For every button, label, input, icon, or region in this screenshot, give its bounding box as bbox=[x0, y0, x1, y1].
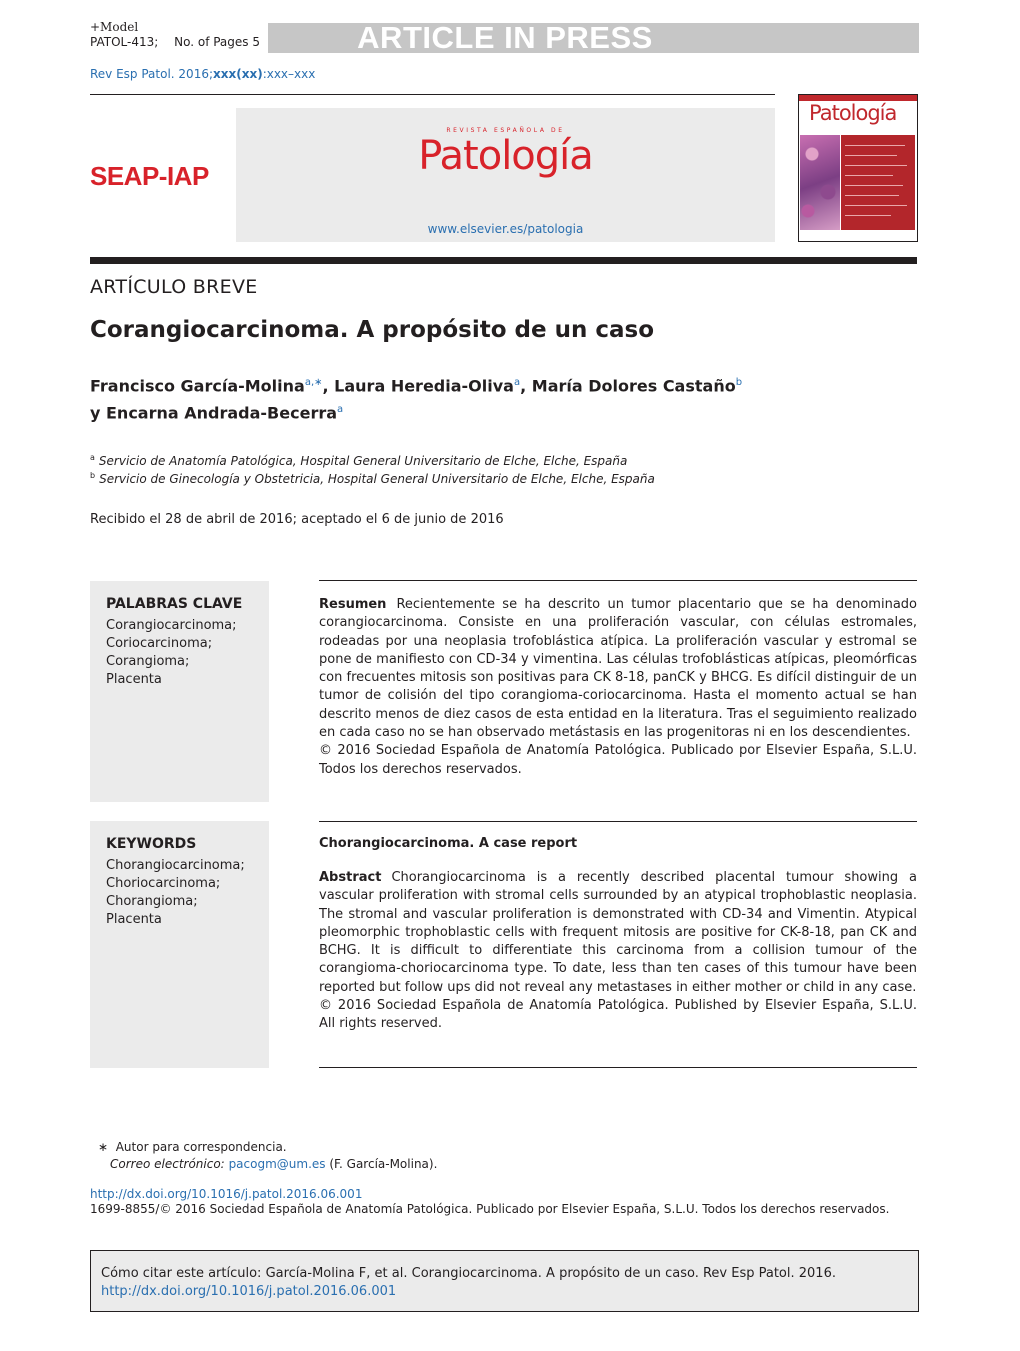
journal-small-title: REVISTA ESPAÑOLA DE bbox=[446, 127, 565, 134]
cover-text-line bbox=[845, 155, 897, 156]
abstract-copyright: © 2016 Sociedad Española de Anatomía Patológica. Published by Elsevier España, S.L.U. All rights reserved. bbox=[319, 998, 917, 1032]
cover-text-line bbox=[845, 205, 907, 206]
affiliation-text: Servicio de Ginecología y Obstetricia, Hospital General Universitario de Elche, Elche, España bbox=[99, 472, 655, 486]
keyword-item: Choriocarcinoma; bbox=[106, 876, 221, 891]
cover-text-line bbox=[845, 195, 899, 196]
affiliation-a bbox=[90, 453, 627, 468]
journal-cite-suffix: :xxx–xxx bbox=[262, 67, 316, 81]
keyword-item: Placenta bbox=[106, 672, 162, 687]
model-label: +Model bbox=[90, 20, 139, 34]
society-logo: SEAP-IAP bbox=[90, 161, 209, 191]
author-separator: , bbox=[322, 376, 335, 396]
footnote-mark: ∗ bbox=[98, 1140, 109, 1154]
abstract-text: Recientemente se ha descrito un tumor placentario que se ha denominado corangiocarcinoma. Consiste en una proliferación vascular, con células estromales, rodeadas por una neoplasia trofoblástica atípica. La proliferación vascular y estromal se pone de manifiesto con CD-34 y vimentina. Las células trofoblásticas atípicas, pleomórficas con frecuentes mitosis son positivas para CK 8-18, panCK y BHCG. Es difícil distinguir de un tumor de colisión del tipo corangioma-coriocarcinoma. Hasta el momento actual se han descrito menos de diez casos de esta entidad en la literatura. Tras el seguimiento realizado en cada caso no se han observado metástasis en las progenitoras ni en los descendientes. bbox=[319, 597, 917, 741]
received-dates: Recibido el 28 de abril de 2016; aceptado el 6 de junio de 2016 bbox=[90, 512, 504, 527]
keywords-heading: KEYWORDS bbox=[106, 836, 197, 852]
affiliation-b bbox=[90, 471, 655, 486]
article-type: ARTÍCULO BREVE bbox=[90, 276, 258, 298]
author-name: Francisco García-Molina bbox=[90, 376, 305, 396]
author-separator: , bbox=[520, 376, 532, 396]
keyword-item: Coriocarcinoma; bbox=[106, 636, 213, 651]
cover-text-line bbox=[845, 175, 893, 176]
journal-cover-image bbox=[798, 94, 918, 242]
cover-text-line bbox=[845, 215, 891, 216]
journal-cite-prefix: Rev Esp Patol. 2016; bbox=[90, 67, 214, 81]
corresponding-author-note bbox=[98, 1140, 287, 1154]
author-name: Laura Heredia-Oliva bbox=[334, 376, 514, 396]
abstract-copyright: © 2016 Sociedad Española de Anatomía Patológica. Publicado por Elsevier España, S.L.U. Todos los derechos reservados. bbox=[319, 743, 917, 777]
english-title: Chorangiocarcinoma. A case report bbox=[319, 836, 578, 851]
journal-url-link[interactable]: www.elsevier.es/patologia bbox=[427, 222, 584, 236]
abstract-label: Resumen bbox=[319, 597, 387, 612]
author-affiliation-mark[interactable]: a bbox=[513, 377, 521, 388]
email-owner: (F. García-Molina). bbox=[329, 1157, 438, 1171]
cover-text-line bbox=[845, 145, 905, 146]
spanish-keywords-box bbox=[90, 581, 269, 802]
page-count: No. of Pages 5 bbox=[174, 35, 260, 49]
affiliation-text: Servicio de Anatomía Patológica, Hospital General Universitario de Elche, Elche, España bbox=[98, 454, 628, 468]
author-list bbox=[90, 371, 850, 426]
abstract-label: Abstract bbox=[319, 870, 382, 885]
english-keywords-box bbox=[90, 821, 269, 1068]
masthead-rule bbox=[90, 94, 775, 95]
cover-text-line bbox=[845, 185, 903, 186]
how-to-cite-doi-link[interactable]: http://dx.doi.org/10.1016/j.patol.2016.06.001 bbox=[101, 1284, 397, 1299]
article-code-line bbox=[90, 35, 272, 50]
email-link[interactable]: pacogm@um.es bbox=[228, 1157, 326, 1171]
affiliation-mark: b bbox=[90, 471, 96, 480]
author-affiliation-mark[interactable]: b bbox=[735, 377, 743, 388]
how-to-cite-text: Cómo citar este artículo: García-Molina F, et al. Corangiocarcinoma. A propósito de un caso. Rev Esp Patol. 2016. bbox=[101, 1266, 836, 1281]
spanish-abstract bbox=[319, 596, 917, 779]
author-name: María Dolores Castaño bbox=[531, 376, 736, 396]
issn-copyright: 1699-8855/© 2016 Sociedad Española de Anatomía Patológica. Publicado por Elsevier España, S.L.U. Todos los derechos reservados. bbox=[90, 1202, 890, 1216]
author-name: y Encarna Andrada-Becerra bbox=[90, 403, 338, 423]
email-label: Correo electrónico: bbox=[110, 1157, 225, 1171]
keywords-heading: PALABRAS CLAVE bbox=[106, 596, 243, 612]
keyword-item: Chorangiocarcinoma; bbox=[106, 858, 245, 873]
keyword-item: Chorangioma; bbox=[106, 894, 198, 909]
keyword-item: Corangioma; bbox=[106, 654, 190, 669]
article-in-press-text: ARTICLE IN PRESS bbox=[357, 20, 653, 55]
cover-text-line bbox=[845, 165, 907, 166]
keyword-item: Placenta bbox=[106, 912, 162, 927]
how-to-cite-box bbox=[90, 1250, 919, 1312]
journal-logo-title: Patología bbox=[418, 133, 593, 179]
article-title: Corangiocarcinoma. A propósito de un caso bbox=[90, 317, 655, 343]
email-note bbox=[110, 1157, 437, 1171]
reference-code: PATOL-413; bbox=[90, 35, 159, 49]
english-abstract bbox=[319, 869, 917, 1034]
corresponding-text: Autor para correspondencia. bbox=[115, 1140, 287, 1154]
abstract-rule bbox=[319, 580, 917, 581]
cover-title: Patología bbox=[809, 101, 897, 125]
doi-link[interactable]: http://dx.doi.org/10.1016/j.patol.2016.06.001 bbox=[90, 1187, 363, 1201]
journal-cite-volume: xxx(xx) bbox=[213, 67, 263, 81]
abstract-rule bbox=[319, 821, 917, 822]
abstract-text: Chorangiocarcinoma is a recently described placental tumour showing a vascular proliferation with stromal cells surrounded by an atypical trophoblastic neoplasia. The stromal and vascular proliferation is demonstrated with CD-34 and Vimentin. Atypical pleomorphic trophoblastic cells with frequent mitosis are positive for CK-8-18, pan CK and BCHG. It is difficult to differentiate this carcinoma from a collision tumour of the corangioma-choriocarcinoma type. To date, less than ten cases of this tumour have been reported but follow ups did not reveal any metastases in either mother or child in any case. bbox=[319, 870, 917, 995]
cover-histology-image bbox=[800, 135, 840, 230]
keyword-item: Corangiocarcinoma; bbox=[106, 618, 237, 633]
author-affiliation-mark[interactable]: a bbox=[337, 404, 344, 416]
how-to-cite-content bbox=[101, 1265, 909, 1301]
heading-rule bbox=[90, 257, 917, 264]
author-affiliation-mark[interactable]: a,∗ bbox=[304, 377, 323, 388]
affiliation-mark: a bbox=[90, 453, 95, 462]
abstract-rule bbox=[319, 1067, 917, 1068]
journal-citation[interactable] bbox=[90, 67, 315, 81]
